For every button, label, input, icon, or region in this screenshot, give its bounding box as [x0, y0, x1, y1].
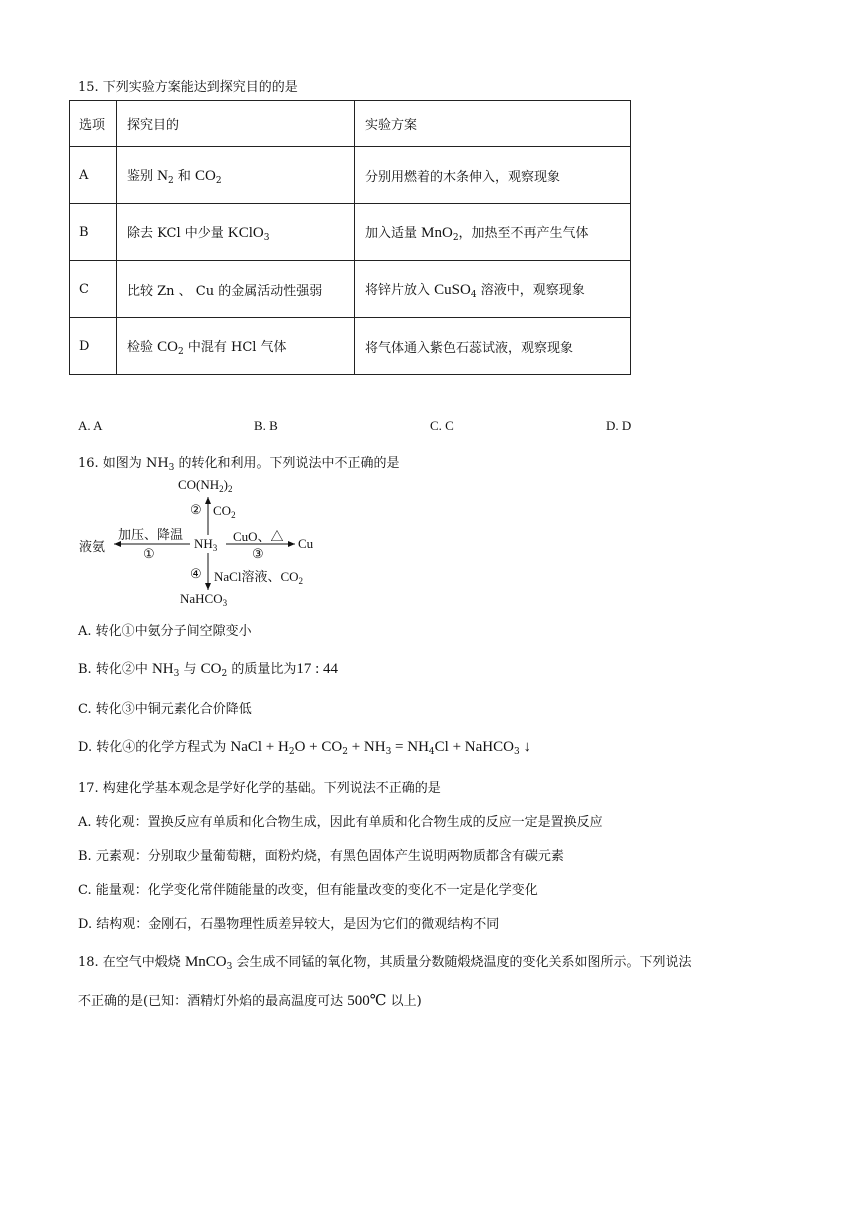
step-4-condition: NaCl溶液、$CO_2$	[214, 569, 304, 586]
product-liquid-ammonia: 液氨	[79, 539, 106, 554]
q16-option-a[interactable]: A. 转化①中氨分子间空隙变小	[78, 624, 252, 639]
choice-c[interactable]: C. C	[430, 418, 454, 433]
product-cu: Cu	[298, 536, 314, 551]
row-goal: 除去 KCl 中少量 KClO$_3$	[117, 204, 355, 261]
header-plan: 实验方案	[355, 101, 631, 147]
header-option: 选项	[70, 101, 117, 147]
row-goal: 鉴别 $N_2$ 和 $CO_2$	[117, 147, 355, 204]
step-1-label: ①	[143, 546, 155, 561]
row-plan: 加入适量 MnO$_2$，加热至不再产生气体	[355, 204, 631, 261]
choice-b[interactable]: B. B	[254, 418, 278, 433]
q16-stem: 16. 如图为 $NH_3$ 的转化和利用。下列说法中不正确的是	[78, 456, 400, 473]
step-3-label: ③	[252, 546, 264, 561]
product-urea: $CO(NH_2)_2$	[178, 477, 233, 494]
q17-option-c[interactable]: C. 能量观：化学变化常伴随能量的改变，但有能量改变的变化不一定是化学变化	[78, 883, 538, 898]
row-option: C	[70, 261, 117, 318]
row-option: A	[70, 147, 117, 204]
q17-option-d[interactable]: D. 结构观：金刚石，石墨物理性质差异较大，是因为它们的微观结构不同	[78, 917, 500, 932]
step-1-condition: 加压、降温	[118, 527, 184, 542]
choice-a[interactable]: A. A	[78, 418, 103, 433]
row-option: D	[70, 318, 117, 375]
row-goal: 检验 $CO_2$ 中混有 HCl 气体	[117, 318, 355, 375]
q16-option-d[interactable]: D. 转化④的化学方程式为 NaCl + $H_2O + CO_2 + NH_3 = NH_4Cl$ + NaHCO$_3$ ↓	[78, 739, 531, 757]
q18-stem-line1: 18. 在空气中煅烧 MnCO$_3$ 会生成不同锰的氧化物，其质量分数随煅烧温度的变化关系如图所示。下列说法	[78, 954, 692, 972]
header-goal: 探究目的	[117, 101, 355, 147]
row-goal: 比较 Zn 、 Cu 的金属活动性强弱	[117, 261, 355, 318]
step-2-label: ②	[190, 502, 202, 517]
q16-option-c[interactable]: C. 转化③中铜元素化合价降低	[78, 702, 252, 717]
step-2-reagent: $CO_2$	[213, 503, 236, 520]
step-3-condition: CuO、△	[233, 529, 284, 544]
step-4-label: ④	[190, 566, 202, 581]
center-nh3: $NH_3$	[194, 536, 218, 553]
product-nahco3: NaHCO$_3$	[180, 591, 228, 608]
row-option: B	[70, 204, 117, 261]
q17-stem: 17. 构建化学基本观念是学好化学的基础。下列说法不正确的是	[78, 781, 441, 796]
row-plan: 将锌片放入 CuSO$_4$ 溶液中，观察现象	[355, 261, 631, 318]
q17-option-b[interactable]: B. 元素观：分别取少量葡萄糖，面粉灼烧，有黑色固体产生说明两物质都含有碳元素	[78, 849, 564, 864]
q17-option-a[interactable]: A. 转化观：置换反应有单质和化合物生成，因此有单质和化合物生成的反应一定是置换反应	[78, 815, 603, 830]
q16-option-b[interactable]: B. 转化②中 $NH_3$ 与 $CO_2$ 的质量比为17 : 44	[78, 661, 339, 679]
row-plan: 将气体通入紫色石蕊试液，观察现象	[355, 318, 631, 375]
row-plan: 分别用燃着的木条伸入，观察现象	[355, 147, 631, 204]
choice-d[interactable]: D. D	[606, 418, 632, 433]
q15-stem: 15. 下列实验方案能达到探究目的的是	[78, 80, 298, 95]
q18-stem-line2: 不正确的是(已知：酒精灯外焰的最高温度可达 500℃ 以上)	[78, 993, 422, 1009]
